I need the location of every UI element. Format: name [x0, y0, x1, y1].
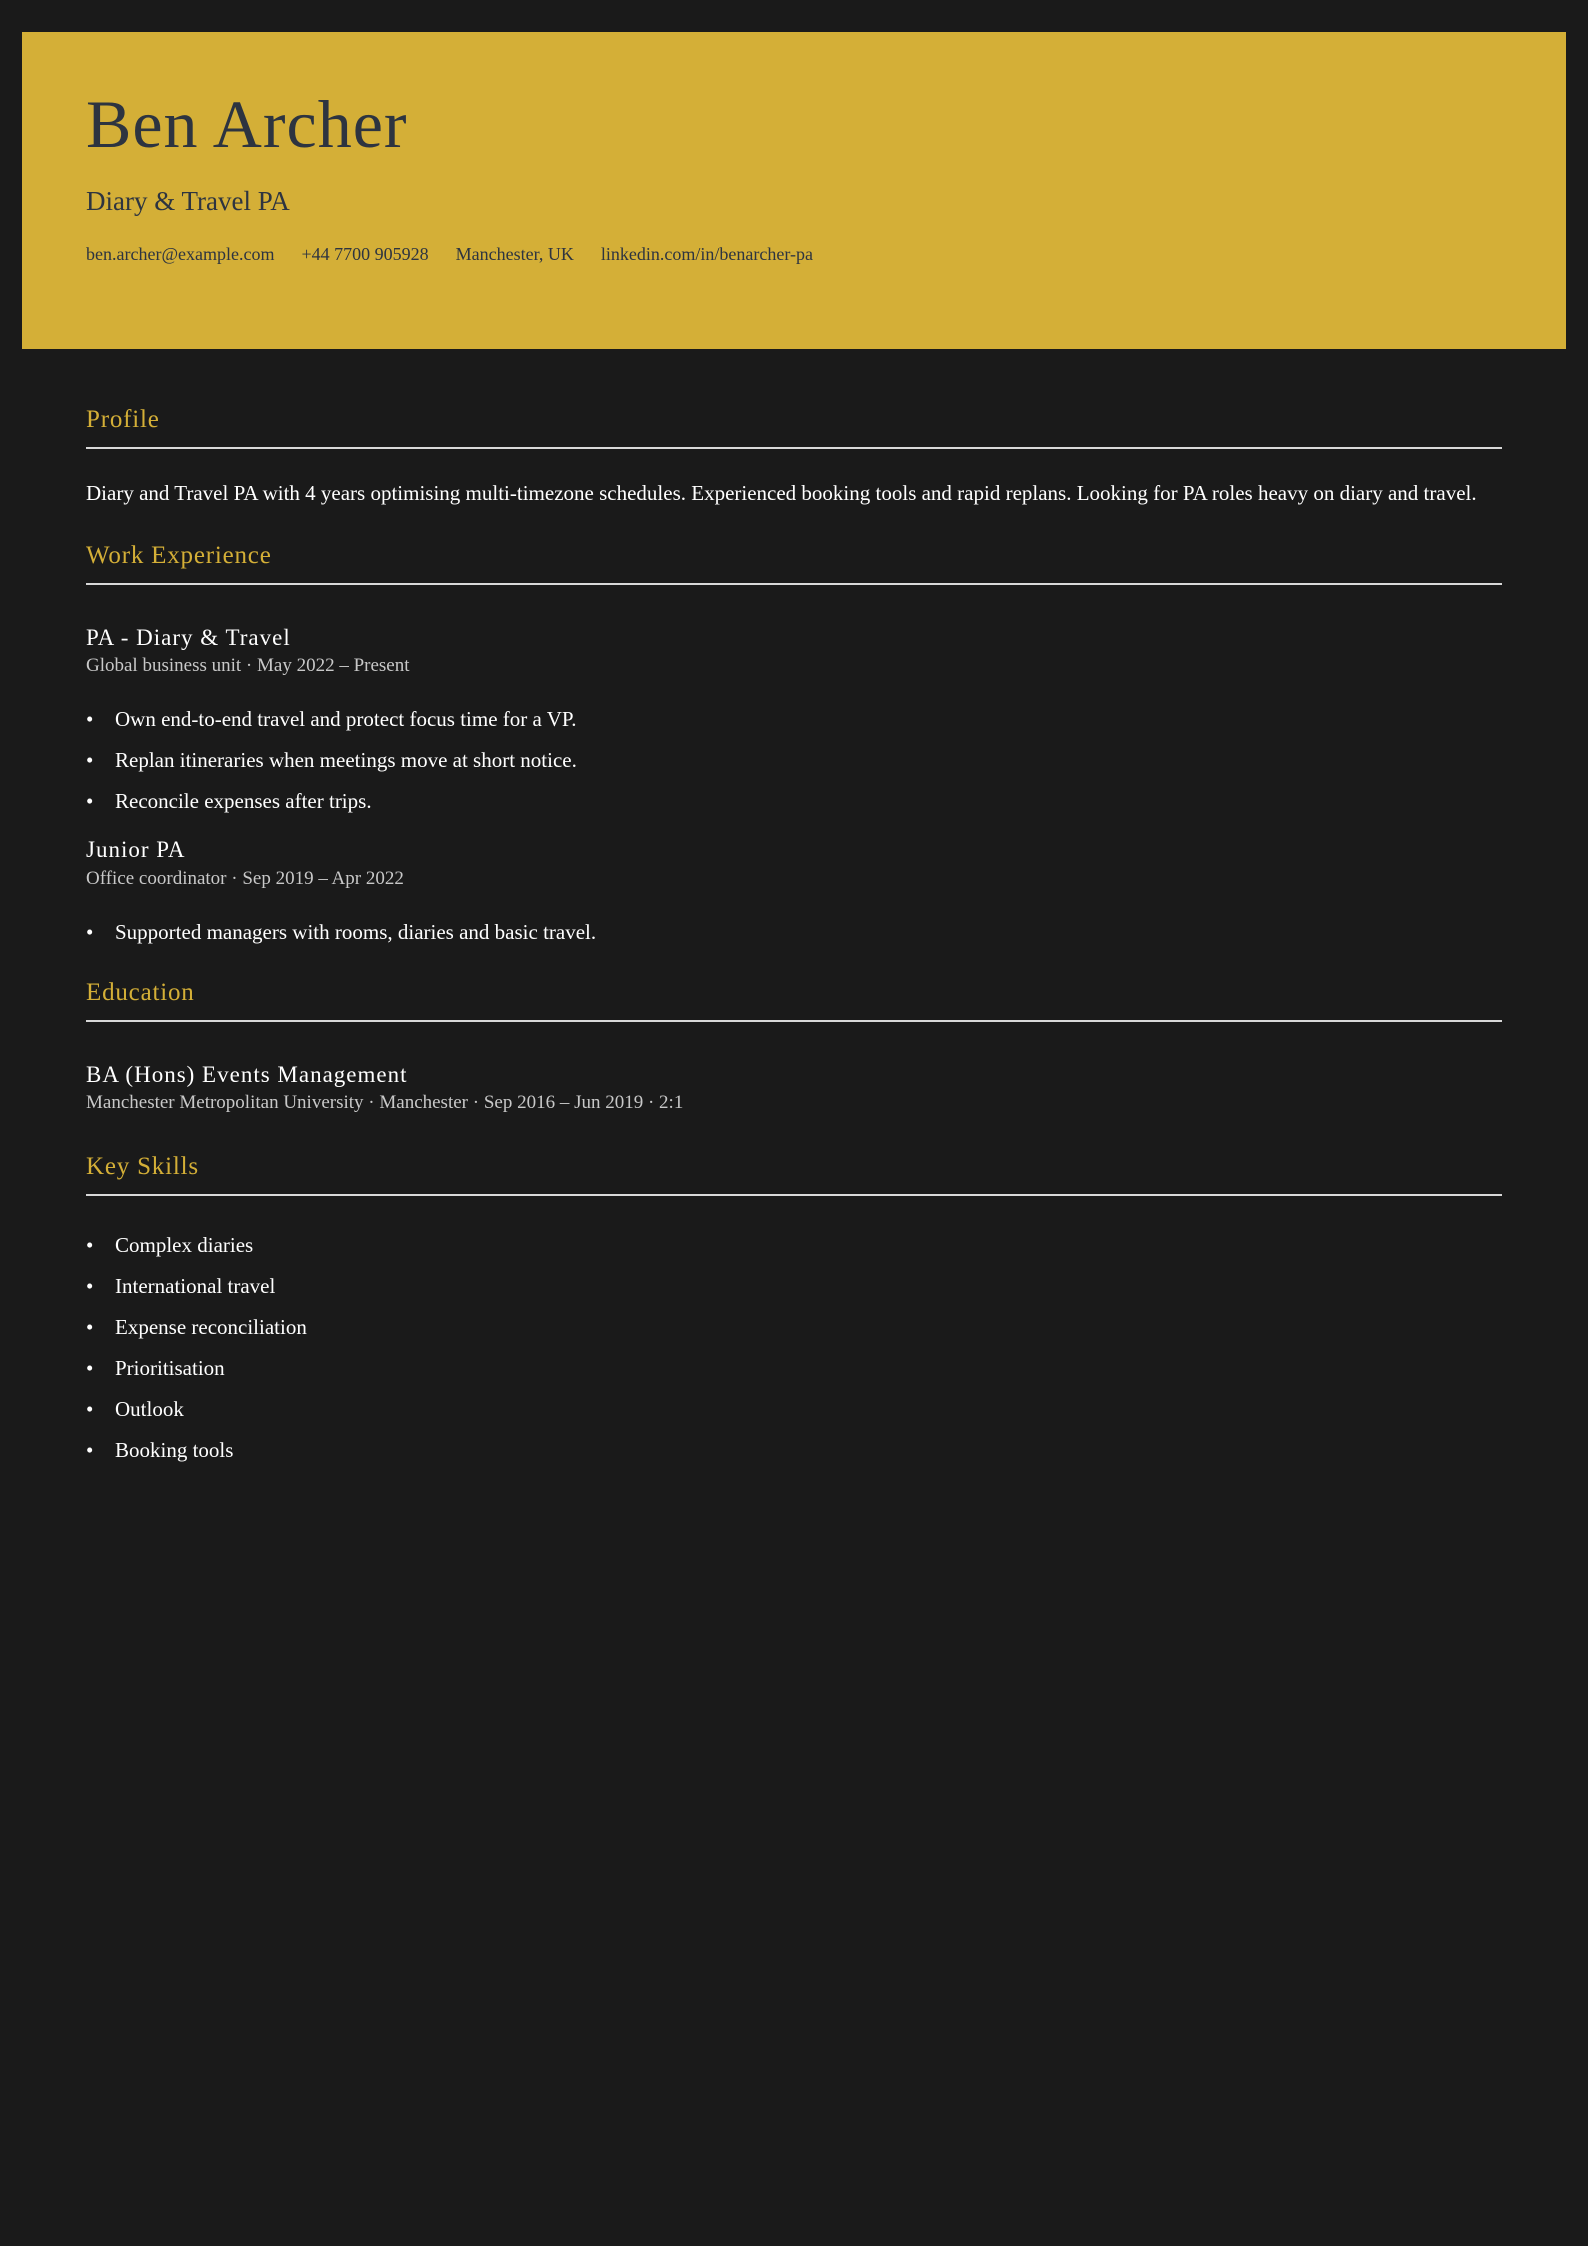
- contact-linkedin: linkedin.com/in/benarcher-pa: [600, 244, 813, 264]
- skill-item: • Prioritisation: [86, 1348, 1502, 1389]
- job-bullets: [86, 912, 1502, 953]
- skills-section: [86, 1152, 1502, 1471]
- skill-item: • Outlook: [86, 1389, 1502, 1430]
- skills-list: [86, 1225, 1502, 1471]
- contact-phone: +44 7700 905928: [301, 244, 429, 264]
- contact-location: Manchester, UK: [455, 244, 574, 264]
- skill-item: • Expense reconciliation: [86, 1307, 1502, 1348]
- education-heading: Education: [86, 978, 195, 1006]
- job-meta: Office coordinator · Sep 2019 – Apr 2022: [86, 867, 404, 889]
- resume-body: [86, 405, 1502, 1471]
- job-title: Junior PA: [86, 837, 186, 863]
- experience-heading: Work Experience: [86, 541, 272, 569]
- profile-section: [86, 405, 1502, 510]
- section-divider: [86, 447, 1502, 449]
- experience-section: [86, 541, 1502, 953]
- job-meta: Global business unit · May 2022 – Present: [86, 655, 410, 677]
- section-divider: [86, 1020, 1502, 1022]
- degree-title: BA (Hons) Events Management: [86, 1061, 408, 1087]
- job-bullet: • Reconcile expenses after trips.: [86, 781, 1502, 822]
- job-bullet: • Supported managers with rooms, diaries and basic travel.: [86, 912, 1502, 953]
- skill-item: • Complex diaries: [86, 1225, 1502, 1266]
- profile-text: Diary and Travel PA with 4 years optimising multi-timezone schedules. Experienced booking tools and rapid replans. Looking for PA roles heavy on diary and travel.: [86, 481, 1477, 505]
- job-entry: [86, 624, 1502, 823]
- profile-heading: Profile: [86, 406, 160, 433]
- section-divider: [86, 1194, 1502, 1196]
- skill-item: • International travel: [86, 1266, 1502, 1307]
- job-title: PA - Diary & Travel: [86, 624, 291, 650]
- resume-header: [22, 32, 1566, 349]
- education-entry: [86, 1061, 1502, 1115]
- skill-item: • Booking tools: [86, 1430, 1502, 1471]
- job-entry: [86, 836, 1502, 953]
- contact-email: ben.archer@example.com: [86, 244, 275, 264]
- section-divider: [86, 583, 1502, 585]
- job-bullet: • Replan itineraries when meetings move at short notice.: [86, 740, 1502, 781]
- candidate-name: Ben Archer: [86, 86, 408, 162]
- education-section: [86, 978, 1502, 1115]
- job-bullet: • Own end-to-end travel and protect focus time for a VP.: [86, 699, 1502, 740]
- skills-heading: Key Skills: [86, 1153, 199, 1181]
- contact-line: [86, 244, 1566, 265]
- degree-meta: Manchester Metropolitan University · Manchester · Sep 2016 – Jun 2019 · 2:1: [86, 1092, 684, 1114]
- candidate-role: Diary & Travel PA: [86, 186, 290, 216]
- job-bullets: [86, 699, 1502, 822]
